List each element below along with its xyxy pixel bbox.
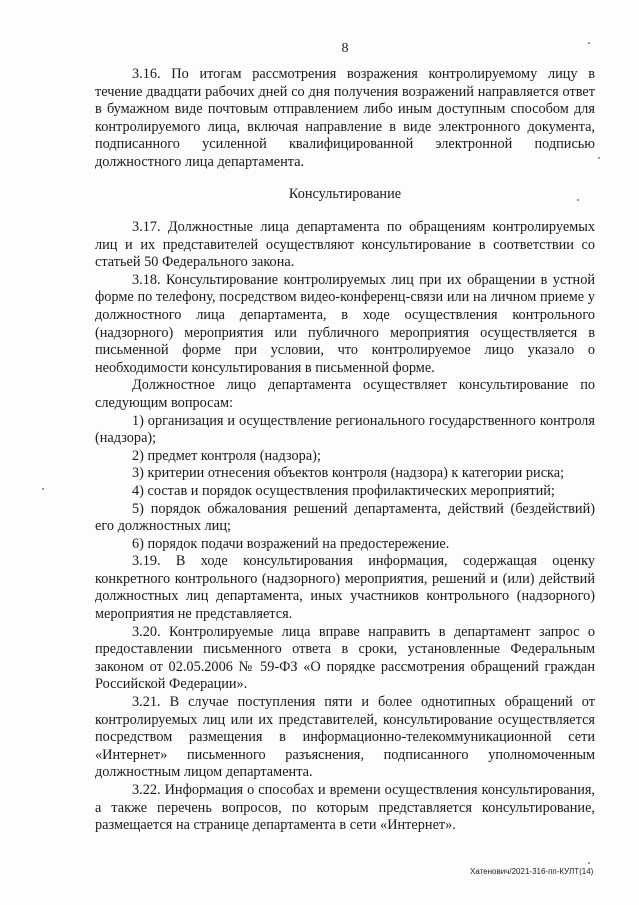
scan-speck bbox=[577, 199, 579, 201]
paragraph-3-21: 3.21. В случае поступления пяти и более однотипных обращений от контролируемых лиц или их представителей, консультирование осуществляется посредством размещения в информационно-телекоммуникационной сети «Интернет» письменного разъяснения, подписанного уполномоченным должностным лицом департамента. bbox=[95, 694, 595, 781]
section-heading: Консультирование bbox=[288, 186, 402, 202]
scan-speck bbox=[42, 488, 44, 490]
paragraph-consulting-intro: Должностное лицо департамента осуществляет консультирование по следующим вопросам: bbox=[95, 377, 595, 411]
list-item: 4) состав и порядок осуществления профилактических мероприятий; bbox=[132, 482, 555, 499]
paragraph-3-19: 3.19. В ходе консультирования информация, содержащая оценку конкретного контрольного (надзорного) мероприятия, решений и (или) действий должностных лиц департамента, иных участников контрольного (надзорного) мероприятия не представляется. bbox=[95, 553, 595, 623]
paragraph-3-22: 3.22. Информация о способах и времени осуществления консультирования, а также перечень вопросов, по которым представляется консультирование, размещается на странице департамента в сети «Интернет». bbox=[95, 782, 595, 834]
paragraph-3-20: 3.20. Контролируемые лица вправе направить в департамент запрос о предоставлении письменного ответа в сроки, установленные Федеральным законом от 02.05.2006 № 59-ФЗ «О порядке рассмотрения обращений граждан Российской Федерации». bbox=[95, 623, 595, 693]
consulting-section bbox=[95, 219, 595, 835]
paragraph-3-17: 3.17. Должностные лица департамента по обращениям контролируемых лиц и их представителей осуществляют консультирование в соответствии со статьей 50 Федерального закона. bbox=[95, 219, 595, 271]
paragraph-3-18: 3.18. Консультирование контролируемых лиц при их обращении в устной форме по телефону, посредством видео-конференц-связи или на личном приеме у должностного лица департамента, в ходе осуществления контрольного (надзорного) мероприятия или публичного мероприятия осуществляется в письменной форме при условии, что контролируемое лицо указало о необходимости консультирования в письменной форме. bbox=[95, 271, 595, 376]
page-number: 8 bbox=[341, 41, 349, 56]
list-item: 1) организация и осуществление регионального государственного контроля (надзора); bbox=[95, 412, 595, 447]
scan-speck bbox=[598, 157, 600, 159]
list-item: 3) критерии отнесения объектов контроля (надзора) к категории риска; bbox=[132, 465, 565, 482]
list-item: 6) порядок подачи возражений на предостережение. bbox=[132, 535, 450, 552]
document-footer-code: Хатенович/2021-316-пп-КУЛТ(14) bbox=[470, 867, 594, 876]
list-item: 5) порядок обжалования решений департамента, действий (бездействий) его должностных лиц; bbox=[95, 500, 595, 535]
scan-speck bbox=[588, 42, 590, 44]
paragraph-3-16: 3.16. По итогам рассмотрения возражения контролируемому лицу в течение двадцати рабочих дней со дня получения возражений направляется ответ в бумажном виде почтовым отправлением либо иным доступным способом для контролируемого лица, включая направление в виде электронного документа, подписанного усиленной квалифицированной электронной подписью должностного лица департамента. bbox=[95, 66, 595, 170]
section-3-16 bbox=[95, 66, 595, 172]
scan-speck bbox=[588, 862, 590, 864]
list-item: 2) предмет контроля (надзора); bbox=[132, 447, 321, 464]
